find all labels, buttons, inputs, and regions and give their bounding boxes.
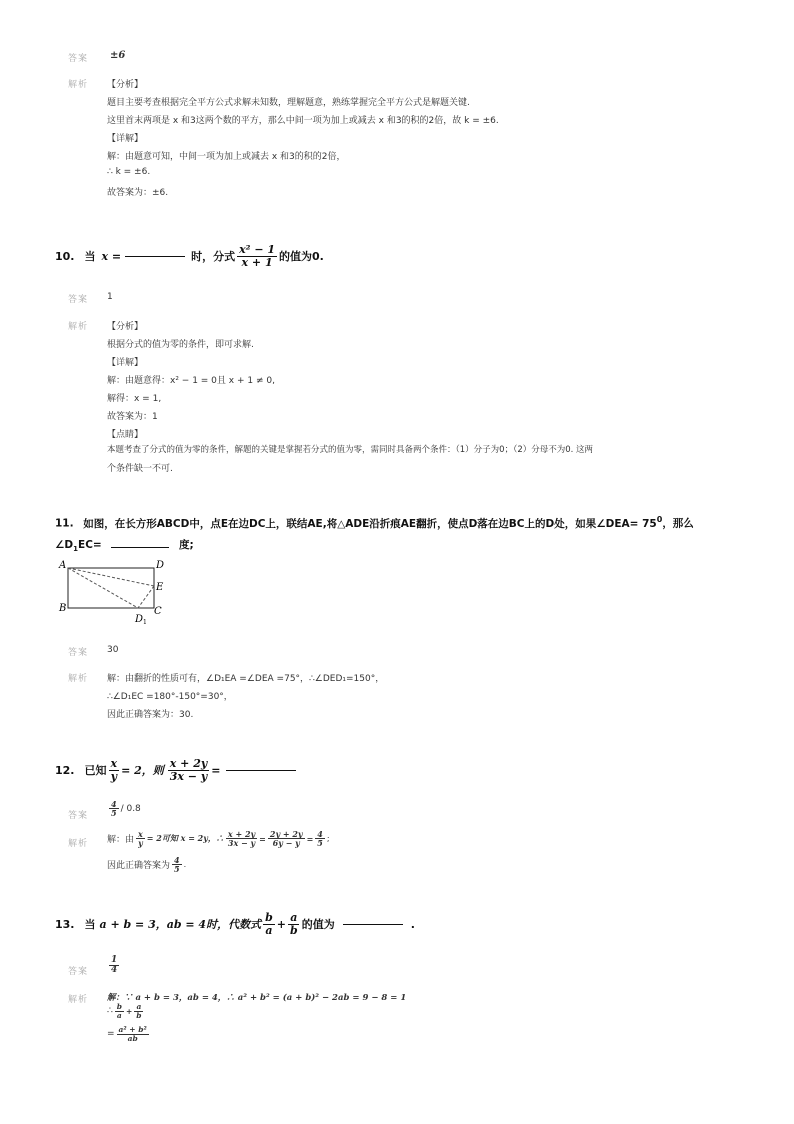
- answer-value: 1: [107, 292, 113, 302]
- math-expr: =: [211, 763, 221, 777]
- answer-value: [107, 800, 141, 818]
- fold-line-ae: [68, 568, 154, 586]
- fraction: $\frac{x}{y}$: [110, 757, 118, 783]
- question-text: ∠D: [55, 539, 74, 551]
- math-expr: x =: [101, 249, 122, 263]
- analysis-line: 解：由翻折的性质可有，∠D₁EA =∠DEA =75°，∴∠DED₁=150°，: [107, 674, 385, 684]
- point-d1-label: D: [135, 614, 144, 625]
- question-text: ，那么: [662, 517, 694, 530]
- analysis-line: ∴ b a + $\frac{a}{b}$: [107, 1002, 142, 1020]
- analysis-label: 解析: [68, 995, 89, 1005]
- question-number: 10.: [55, 249, 75, 263]
- analysis-line: 因此正确答案为：30.: [107, 710, 194, 720]
- fraction: $\frac{4}{5}$: [317, 829, 323, 849]
- analysis-line: 【详解】: [107, 134, 144, 144]
- answer-blank[interactable]: [111, 547, 169, 548]
- fraction: $\frac{\text{a² + b²}}{ab}$: [118, 1025, 147, 1043]
- point-a-label: A: [59, 560, 67, 571]
- fraction: b a: [265, 911, 273, 937]
- answer-label: 答案: [68, 54, 89, 64]
- analysis-line: 解：∵ a + b = 3，ab = 4，∴ a² + b² = (a + b)² − 2ab = 9 − 8 = 1: [107, 993, 407, 1003]
- question-text: 已知: [84, 764, 107, 778]
- question-number: 11.: [55, 517, 74, 530]
- point-c-label: C: [154, 606, 162, 617]
- answer-value: ±6: [110, 50, 126, 61]
- analysis-line: ∴ k = ±6.: [107, 167, 151, 177]
- fraction: $\frac{2y + 2y}{6y - y}$: [269, 829, 303, 849]
- question-10: [55, 244, 324, 268]
- analysis-label: 解析: [68, 322, 89, 332]
- question-text: 度;: [179, 539, 194, 551]
- fraction: 4 5: [174, 855, 180, 875]
- answer-blank[interactable]: [125, 256, 185, 257]
- question-text: .: [410, 917, 415, 931]
- analysis-label: 解析: [68, 839, 89, 849]
- fraction: $\frac{x + 2y}{3x - y}$: [227, 829, 256, 849]
- analysis-line: = $\frac{\text{a² + b²}}{ab}$: [107, 1025, 147, 1043]
- line-ad1: [68, 568, 138, 608]
- fraction: $\frac{a}{b}$: [136, 1002, 142, 1020]
- fraction: $\frac{x}{y}$: [138, 829, 143, 849]
- fraction: $\frac{a}{b}$: [290, 911, 298, 937]
- superscript: 0: [656, 515, 663, 524]
- answer-label: 答案: [68, 648, 89, 658]
- analysis-line: 解：由题意得：x² − 1 = 0且 x + 1 ≠ 0,: [107, 376, 275, 386]
- analysis-line: 解得：x = 1,: [107, 394, 162, 404]
- question-number: 12.: [55, 763, 75, 777]
- analysis-line: 【详解】: [107, 358, 144, 368]
- question-text: 时，分式: [191, 250, 236, 264]
- question-text: EC=: [78, 539, 102, 551]
- question-text: 如图，在长方形ABCD中，点E在边DC上，联结AE,将△ADE沿折痕AE翻折，使点D落在边BC上的D处，如果∠DEA= 75: [83, 517, 657, 530]
- analysis-line: ∴∠D₁EC =180°-150°=30°，: [107, 692, 233, 702]
- point-d1-subscript: 1: [143, 619, 147, 626]
- analysis-line: 故答案为：±6.: [107, 188, 169, 198]
- question-11: [55, 515, 694, 531]
- line-ed1: [138, 586, 154, 608]
- point-d-label: D: [156, 560, 165, 571]
- answer-value: 30: [107, 645, 119, 655]
- answer-blank[interactable]: [226, 770, 296, 771]
- analysis-line: 本题考查了分式的值为零的条件，解题的关键是掌握若分式的值为零，需同时具备两个条件：（1）分子为0；（2）分母不为0. 这两: [107, 445, 594, 455]
- subscript: 1: [73, 545, 79, 554]
- answer-alt: / 0.8: [120, 803, 141, 814]
- fraction: 4 5: [111, 799, 117, 819]
- math-expr: a + b = 3，ab = 4时，代数式: [99, 918, 262, 932]
- answer-label: 答案: [68, 295, 89, 305]
- question-text: 的值为: [301, 918, 335, 932]
- analysis-line: 根据分式的值为零的条件，即可求解.: [107, 340, 254, 350]
- analysis-line: 个条件缺一不可.: [107, 464, 173, 474]
- analysis-line: 这里首末两项是 x 和3这两个数的平方，那么中间一项为加上或减去 x 和3的积的2倍，故 k = ±6.: [107, 116, 499, 126]
- analysis-line: 解：由 $\frac{x}{y}$ = 2可知 x = 2y，∴ $\frac{x + 2y}{3x - y}$ = $\frac{2y + 2y}{6y - y}$ = $\frac{4}{5}$ ;: [107, 829, 330, 849]
- fraction: b a: [116, 1002, 122, 1020]
- analysis-label: 解析: [68, 674, 89, 684]
- answer-blank[interactable]: [343, 924, 403, 925]
- analysis-label: 解析: [68, 80, 89, 90]
- question-text: 当: [84, 250, 96, 264]
- fraction: x² − 1 x + 1: [239, 243, 276, 269]
- math-expr: = 2，则: [121, 764, 164, 778]
- question-text: 当: [84, 918, 96, 932]
- rectangle-figure: [58, 558, 168, 628]
- question-13: [55, 912, 415, 936]
- fraction: $\frac{x + 2y}{3x - y}$: [169, 757, 208, 783]
- analysis-line: 【点睛】: [107, 430, 144, 440]
- analysis-line: 题目主要考查根据完全平方公式求解未知数，理解题意，熟练掌握完全平方公式是解题关键.: [107, 98, 470, 108]
- analysis-line: 【分析】: [107, 322, 144, 332]
- analysis-line: 【分析】: [107, 80, 144, 90]
- rectangle-abcd: [68, 568, 154, 608]
- point-b-label: B: [59, 603, 67, 614]
- fraction: $\frac{1}{4}$: [111, 955, 118, 976]
- question-text: 的值为0.: [279, 250, 324, 264]
- question-11-line2: [55, 537, 194, 553]
- analysis-line: 因此正确答案为 4 5 .: [107, 855, 187, 875]
- analysis-line: 解：由题意可知，中间一项为加上或减去 x 和3的积的2倍，: [107, 152, 346, 162]
- math-expr: +: [276, 917, 286, 931]
- point-e-label: E: [156, 582, 164, 593]
- question-number: 13.: [55, 917, 75, 931]
- analysis-line: 故答案为：1: [107, 412, 158, 422]
- question-12: [55, 758, 296, 782]
- answer-label: 答案: [68, 967, 89, 977]
- answer-label: 答案: [68, 811, 89, 821]
- answer-value: [107, 956, 121, 976]
